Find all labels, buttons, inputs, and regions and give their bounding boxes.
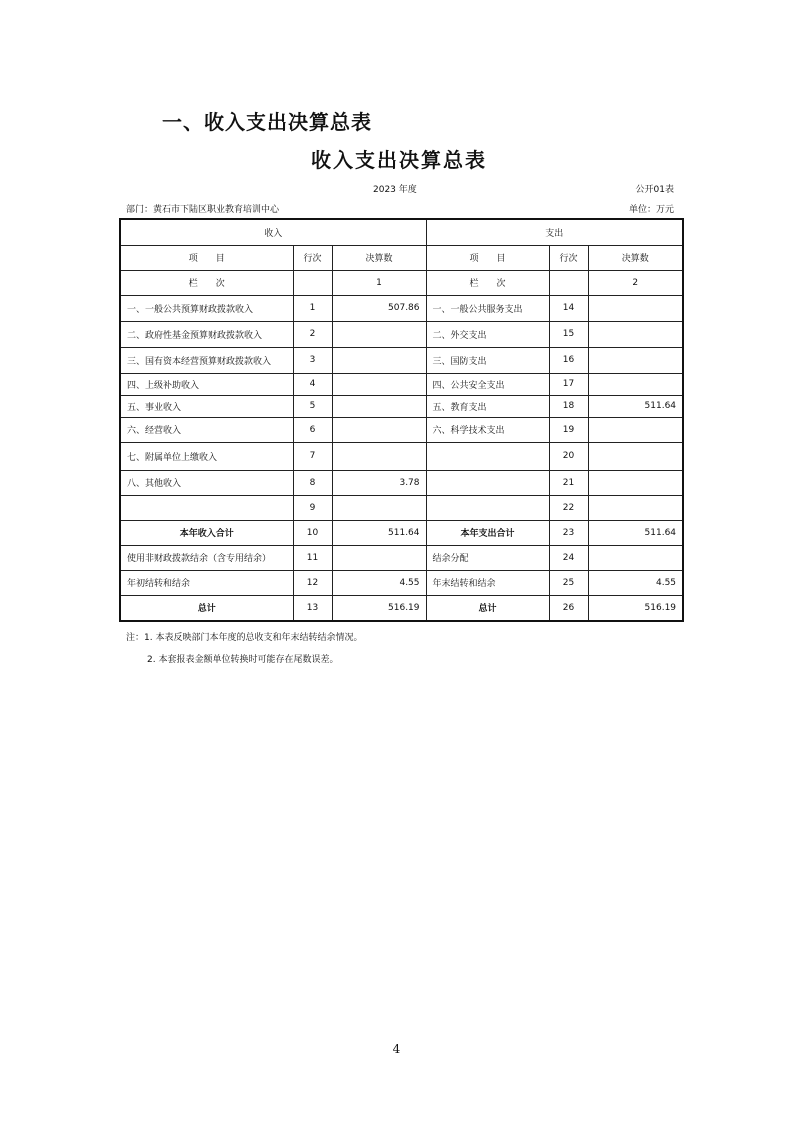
table-row bbox=[120, 545, 683, 570]
table-row bbox=[120, 595, 683, 621]
table-row bbox=[120, 395, 683, 417]
income-line-cell: 9 bbox=[293, 495, 332, 520]
income-amount-cell: 511.64 bbox=[332, 520, 426, 545]
income-amount-cell bbox=[332, 395, 426, 417]
expense-amount-cell bbox=[588, 373, 683, 395]
header-row-sections bbox=[120, 219, 683, 245]
income-item-cell: 一、一般公共预算财政拨款收入 bbox=[120, 295, 293, 321]
income-amount-cell bbox=[332, 545, 426, 570]
income-line-cell: 11 bbox=[293, 545, 332, 570]
expense-amount-cell bbox=[588, 470, 683, 495]
income-item-cell: 使用非财政拨款结余（含专用结余） bbox=[120, 545, 293, 570]
income-line-cell: 10 bbox=[293, 520, 332, 545]
department-label: 部门：黄石市下陆区职业教育培训中心 bbox=[126, 205, 280, 215]
table-row bbox=[120, 295, 683, 321]
expense-line-cell: 17 bbox=[549, 373, 588, 395]
income-header: 收入 bbox=[120, 219, 426, 245]
income-amount-cell bbox=[332, 495, 426, 520]
expense-line-header: 行次 bbox=[549, 245, 588, 270]
expense-item-cell: 三、国防支出 bbox=[426, 347, 549, 373]
header-row-columns bbox=[120, 245, 683, 270]
note-2: 2. 本套报表金额单位转换时可能存在尾数误差。 bbox=[147, 655, 339, 665]
report-year: 2023 年度 bbox=[373, 185, 417, 195]
expense-item-cell: 结余分配 bbox=[426, 545, 549, 570]
table-row bbox=[120, 495, 683, 520]
expense-amount-cell: 516.19 bbox=[588, 595, 683, 621]
section-title: 一、收入支出决算总表 bbox=[162, 110, 372, 134]
expense-item-cell: 本年支出合计 bbox=[426, 520, 549, 545]
income-line-cell: 6 bbox=[293, 417, 332, 442]
expense-amount-cell bbox=[588, 442, 683, 470]
expense-column-number: 2 bbox=[588, 270, 683, 295]
unit-label: 单位：万元 bbox=[628, 205, 674, 215]
income-amount-cell bbox=[332, 442, 426, 470]
income-line-header: 行次 bbox=[293, 245, 332, 270]
income-amount-cell bbox=[332, 347, 426, 373]
expense-amount-header: 决算数 bbox=[588, 245, 683, 270]
income-item-header: 项 目 bbox=[120, 245, 293, 270]
income-line-cell: 12 bbox=[293, 570, 332, 595]
expense-item-cell bbox=[426, 470, 549, 495]
income-amount-header: 决算数 bbox=[332, 245, 426, 270]
expense-column-line-blank bbox=[549, 270, 588, 295]
table-row bbox=[120, 321, 683, 347]
expense-item-cell bbox=[426, 495, 549, 520]
expense-amount-cell bbox=[588, 495, 683, 520]
form-number: 公开01表 bbox=[635, 185, 674, 195]
income-item-cell: 总计 bbox=[120, 595, 293, 621]
expense-item-cell: 年末结转和结余 bbox=[426, 570, 549, 595]
expense-item-cell: 一、一般公共服务支出 bbox=[426, 295, 549, 321]
expense-amount-cell bbox=[588, 347, 683, 373]
income-item-cell: 七、附属单位上缴收入 bbox=[120, 442, 293, 470]
expense-line-cell: 15 bbox=[549, 321, 588, 347]
expense-amount-cell: 511.64 bbox=[588, 395, 683, 417]
income-column-label: 栏 次 bbox=[120, 270, 293, 295]
table-row bbox=[120, 417, 683, 442]
income-line-cell: 5 bbox=[293, 395, 332, 417]
expense-line-cell: 18 bbox=[549, 395, 588, 417]
table-row bbox=[120, 442, 683, 470]
table-row bbox=[120, 520, 683, 545]
table-row bbox=[120, 470, 683, 495]
expense-item-cell: 五、教育支出 bbox=[426, 395, 549, 417]
expense-line-cell: 25 bbox=[549, 570, 588, 595]
table-row bbox=[120, 347, 683, 373]
income-expense-table bbox=[119, 218, 684, 622]
expense-header: 支出 bbox=[426, 219, 683, 245]
income-amount-cell: 3.78 bbox=[332, 470, 426, 495]
expense-column-label: 栏 次 bbox=[426, 270, 549, 295]
expense-amount-cell bbox=[588, 295, 683, 321]
income-line-cell: 4 bbox=[293, 373, 332, 395]
income-line-cell: 3 bbox=[293, 347, 332, 373]
income-line-cell: 8 bbox=[293, 470, 332, 495]
page-number: 4 bbox=[392, 1042, 401, 1056]
income-item-cell bbox=[120, 495, 293, 520]
income-line-cell: 7 bbox=[293, 442, 332, 470]
income-item-cell: 二、政府性基金预算财政拨款收入 bbox=[120, 321, 293, 347]
income-amount-cell bbox=[332, 321, 426, 347]
income-amount-cell: 4.55 bbox=[332, 570, 426, 595]
income-amount-cell: 507.86 bbox=[332, 295, 426, 321]
income-amount-cell: 516.19 bbox=[332, 595, 426, 621]
expense-amount-cell: 511.64 bbox=[588, 520, 683, 545]
expense-item-cell: 总计 bbox=[426, 595, 549, 621]
expense-item-cell: 二、外交支出 bbox=[426, 321, 549, 347]
income-item-cell: 六、经营收入 bbox=[120, 417, 293, 442]
expense-item-header: 项 目 bbox=[426, 245, 549, 270]
header-row-column-numbers bbox=[120, 270, 683, 295]
note-1: 注：1. 本表反映部门本年度的总收支和年末结转结余情况。 bbox=[126, 633, 363, 643]
expense-line-cell: 23 bbox=[549, 520, 588, 545]
expense-amount-cell: 4.55 bbox=[588, 570, 683, 595]
income-line-cell: 2 bbox=[293, 321, 332, 347]
expense-line-cell: 22 bbox=[549, 495, 588, 520]
income-line-cell: 1 bbox=[293, 295, 332, 321]
income-column-line-blank bbox=[293, 270, 332, 295]
expense-amount-cell bbox=[588, 321, 683, 347]
notes bbox=[126, 627, 362, 671]
table-row bbox=[120, 570, 683, 595]
income-item-cell: 五、事业收入 bbox=[120, 395, 293, 417]
expense-line-cell: 19 bbox=[549, 417, 588, 442]
expense-line-cell: 21 bbox=[549, 470, 588, 495]
expense-amount-cell bbox=[588, 417, 683, 442]
expense-amount-cell bbox=[588, 545, 683, 570]
expense-line-cell: 16 bbox=[549, 347, 588, 373]
income-item-cell: 本年收入合计 bbox=[120, 520, 293, 545]
income-amount-cell bbox=[332, 373, 426, 395]
expense-item-cell: 六、科学技术支出 bbox=[426, 417, 549, 442]
expense-line-cell: 26 bbox=[549, 595, 588, 621]
income-line-cell: 13 bbox=[293, 595, 332, 621]
income-item-cell: 三、国有资本经营预算财政拨款收入 bbox=[120, 347, 293, 373]
expense-line-cell: 20 bbox=[549, 442, 588, 470]
income-item-cell: 年初结转和结余 bbox=[120, 570, 293, 595]
expense-item-cell bbox=[426, 442, 549, 470]
income-item-cell: 八、其他收入 bbox=[120, 470, 293, 495]
income-amount-cell bbox=[332, 417, 426, 442]
income-item-cell: 四、上级补助收入 bbox=[120, 373, 293, 395]
expense-line-cell: 24 bbox=[549, 545, 588, 570]
expense-item-cell: 四、公共安全支出 bbox=[426, 373, 549, 395]
income-column-number: 1 bbox=[332, 270, 426, 295]
page-title: 收入支出决算总表 bbox=[311, 148, 487, 172]
expense-line-cell: 14 bbox=[549, 295, 588, 321]
table-row bbox=[120, 373, 683, 395]
